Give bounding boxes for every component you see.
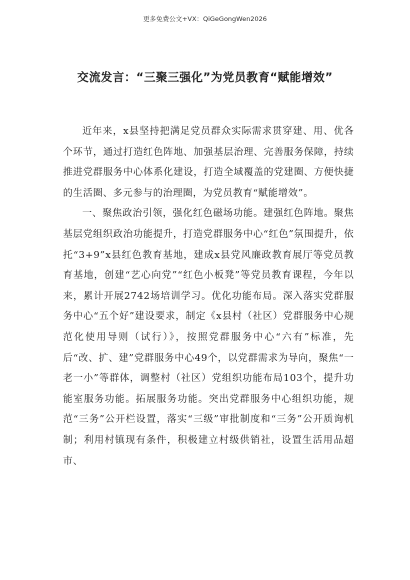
header-note: 更多免费公文+VX：QiGeGongWen2026 [143, 15, 267, 23]
document-body [63, 122, 354, 472]
document-title: 交流发言：“三聚三强化”为党员教育“赋能增效” [77, 70, 333, 84]
paragraph-intro: 近年来，x县坚持把满足党员群众实际需求贯穿建、用、优各个环节，通过打造红色阵地、加强基层治理、完善服务保障，持续推进党群服务中心体系化建设，打造全域覆盖的党建圈、方便快捷的生活圈、多元参与的治理圈，为党员教育“赋能增效”。 [63, 126, 354, 199]
paragraph-section-one: 一、聚焦政治引领，强化红色磁场功能。建强红色阵地。聚焦基层党组织政治功能提升，打造党群服务中心“红色”氛围提升，依托“3+9”x县红色教育基地，建成x县党风廉政教育展厅等党员教育基地，创建“艺心向党”“红色小板凳”等党员教育课程，今年以来，累计开展2742场培训学习。优化功能布局。深入落实党群服务中心“五个好”建设要求，制定《x县村（社区）党群服务中心规范化使用导则（试行）》，按照党群服务中心“六有”标准，先后“改、扩、建”党群服务中心49个，以党群需求为导向，聚焦“一老一小”等群体，调整村（社区）党组织功能布局103个，提升功能室服务功能。拓展服务功能。突出党群服务中心组织功能，规范“三务”公开栏设置，落实“三级”审批制度和“三务”公开质询机制；利用村镇现有条件，积极建立村级供销社，设置生活用品超市、 [63, 208, 354, 467]
